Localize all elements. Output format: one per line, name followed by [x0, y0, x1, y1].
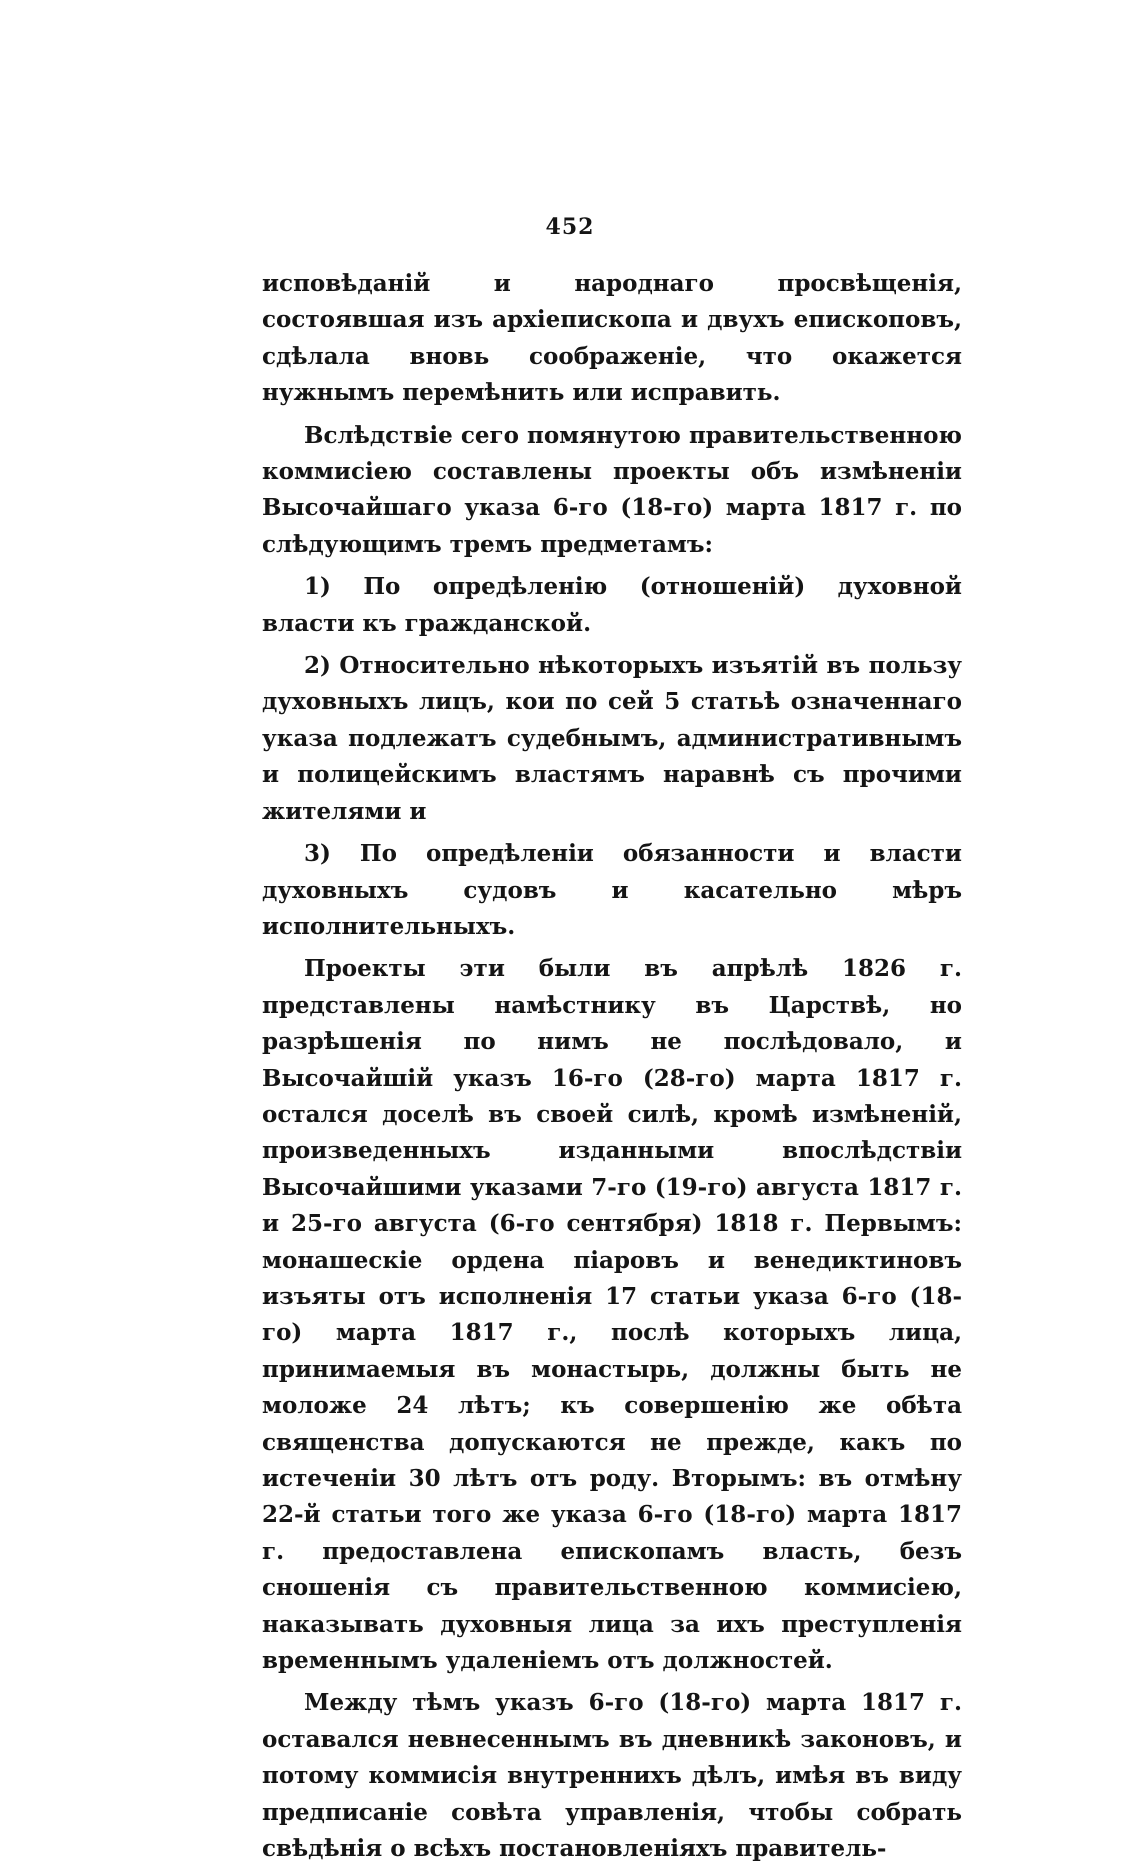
paragraph-item-2: 2) Относительно нѣкоторыхъ изъятій въ пользу духовныхъ лицъ, кои по сей 5 статьѣ означеннаго указа подлежатъ судебнымъ, административнымъ и полицейскимъ властямъ наравнѣ съ прочими жителями и	[262, 652, 962, 825]
paragraph-decree-unregistered: Между тѣмъ указъ 6-го (18-го) марта 1817 г. оставался невнесеннымъ въ дневникѣ законовъ, и потому коммисія внутреннихъ дѣлъ, имѣя въ виду предписаніе совѣта управленія, чтобы собрать свѣдѣнія о всѣхъ постановленіяхъ правитель-	[262, 1689, 962, 1863]
body-text	[262, 266, 962, 1873]
paragraph-item-1: 1) По опредѣленію (отношеній) духовной власти къ гражданской.	[262, 573, 962, 637]
paragraph-continuation: исповѣданій и народнаго просвѣщенія, состоявшая изъ архіепископа и двухъ епископовъ, сдѣлала вновь соображеніе, что окажется нужнымъ перемѣнить или исправить.	[262, 270, 962, 407]
paragraph-item-3: 3) По опредѣленіи обязанности и власти духовныхъ судовъ и касательно мѣръ исполнительныхъ.	[262, 840, 962, 940]
paragraph-projects-intro: Вслѣдствіе сего помянутою правительственною коммисіею составлены проекты объ измѣненіи Высочайшаго указа 6-го (18-го) марта 1817 г. по слѣдующимъ тремъ предметамъ:	[262, 421, 962, 558]
page-number: 452	[545, 214, 595, 240]
paragraph-projects-status: Проекты эти были въ апрѣлѣ 1826 г. представлены намѣстнику въ Царствѣ, но разрѣшенія по нимъ не послѣдовало, и Высочайшій указъ 16-го (28-го) марта 1817 г. остался доселѣ въ своей силѣ, кромѣ измѣненій, произведенныхъ изданными впослѣдствіи Высочайшими указами 7-го (19-го) августа 1817 г. и 25-го августа (6-го сентября) 1818 г. Первымъ: монашескіе ордена піаровъ и венедиктиновъ изъяты отъ исполненія 17 статьи указа 6-го (18-го) марта 1817 г., послѣ которыхъ лица, принимаемыя въ монастырь, должны быть не моложе 24 лѣтъ; къ совершенію же обѣта священства допускаются не прежде, какъ по истеченіи 30 лѣтъ отъ роду. Вторымъ: въ отмѣну 22-й статьи того же указа 6-го (18-го) марта 1817 г. предоставлена епископамъ власть, безъ сношенія съ правительственною коммисіею, наказывать духовныя лица за ихъ преступленія временнымъ удаленіемъ отъ должностей.	[262, 955, 962, 1675]
